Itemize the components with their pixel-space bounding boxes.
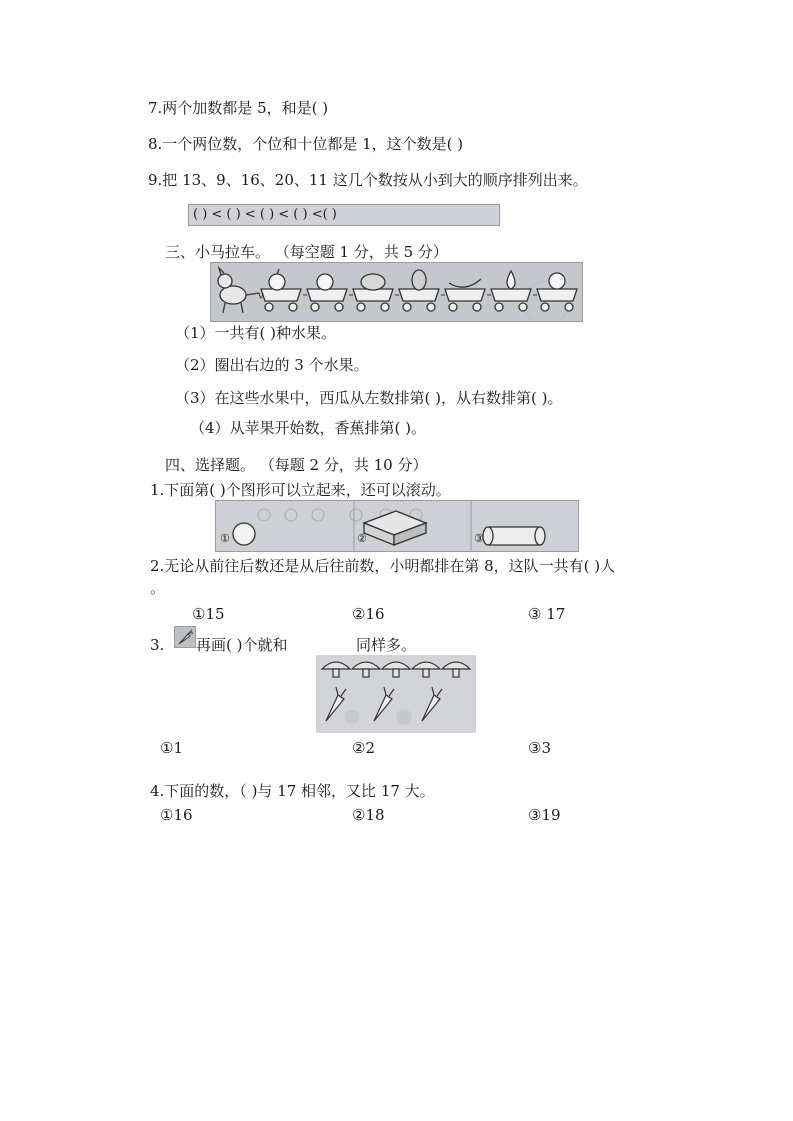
section-3-q1: （1）一共有( )种水果。 <box>175 324 337 342</box>
cart-7 <box>537 273 577 311</box>
mushroom-row <box>322 662 470 677</box>
section-3-title: 三、小马拉车。 （每空题 1 分，共 5 分） <box>165 243 448 261</box>
shape-label-3: ③ <box>474 532 484 545</box>
question-8: 8.一个两位数，个位和十位都是 1，这个数是( ) <box>148 135 464 153</box>
section-4-title: 四、选择题。 （每题 2 分，共 10 分） <box>165 456 428 474</box>
pear-icon <box>507 271 515 289</box>
watermelon-icon <box>361 274 385 290</box>
cart-5 <box>445 279 485 311</box>
q3-option-3[interactable]: ③3 <box>528 739 551 757</box>
section-3-q2: （2）圈出右边的 3 个水果。 <box>175 356 369 374</box>
section-4-q2-line1: 2.无论从前往后数还是从后往前数，小明都排在第 8，这队一共有( )人 <box>150 557 616 575</box>
shapes-drawing <box>216 501 578 551</box>
section-3-q3: （3）在这些水果中，西瓜从左数排第( )，从右数排第( )。 <box>175 389 563 407</box>
shape-label-2: ② <box>357 532 367 545</box>
q3-option-2[interactable]: ②2 <box>352 739 375 757</box>
cuboid-shape <box>364 511 426 545</box>
horse-icon <box>218 268 259 313</box>
ordering-answer-blanks: ( ) < ( ) < ( ) < ( ) <( ) <box>193 207 337 222</box>
carrot-small-image <box>174 626 196 648</box>
section-3-q4: （4）从苹果开始数，香蕉排第( )。 <box>190 419 427 437</box>
horse-cart-image <box>210 262 583 322</box>
cart-4 <box>399 270 439 311</box>
fruit-icon <box>549 273 565 289</box>
cart-6 <box>491 271 531 311</box>
shape-label-1: ① <box>220 532 230 545</box>
carrot-row <box>326 687 442 721</box>
cylinder-shape <box>483 527 545 545</box>
horse-cart-drawing <box>211 263 582 321</box>
pineapple-icon <box>412 270 426 290</box>
cart-1 <box>261 269 301 311</box>
cart-2 <box>307 274 347 311</box>
q2-option-3[interactable]: ③ 17 <box>528 605 566 623</box>
section-4-q2-line2: 。 <box>150 579 166 597</box>
cart-3 <box>353 274 393 311</box>
carrot-icon <box>422 695 440 721</box>
carrot-icon <box>326 695 344 721</box>
section-4-q1: 1.下面第( )个图形可以立起来，还可以滚动。 <box>150 481 451 499</box>
apple-icon <box>269 274 285 290</box>
mushroom-carrot-image <box>316 655 476 733</box>
carrot-icon <box>374 695 392 721</box>
section-4-q3-number: 3. <box>150 636 165 654</box>
q2-option-2[interactable]: ②16 <box>352 605 385 623</box>
sphere-shape <box>233 523 255 545</box>
question-7: 7.两个加数都是 5，和是( ) <box>148 99 329 117</box>
ordering-answer-box <box>188 204 500 226</box>
carrot-icon <box>175 627 195 647</box>
mushroom-icon <box>352 662 380 669</box>
mushroom-carrot-drawing <box>316 655 476 733</box>
q3-option-1[interactable]: ①1 <box>160 739 183 757</box>
section-4-q4: 4.下面的数，（ )与 17 相邻，又比 17 大。 <box>150 782 435 800</box>
mushroom-icon <box>412 662 440 669</box>
shapes-image <box>215 500 579 552</box>
section-4-q3-text-a: 再画( )个就和 <box>196 636 288 654</box>
mushroom-icon <box>382 662 410 669</box>
banana-icon <box>449 279 481 287</box>
section-4-q3-text-b: 同样多。 <box>356 636 417 654</box>
mushroom-icon <box>322 662 350 669</box>
q4-option-2[interactable]: ②18 <box>352 806 385 824</box>
peach-icon <box>317 274 333 290</box>
q4-option-1[interactable]: ①16 <box>160 806 193 824</box>
q4-option-3[interactable]: ③19 <box>528 806 561 824</box>
question-9: 9.把 13、9、16、20、11 这几个数按从小到大的顺序排列出来。 <box>148 171 588 189</box>
mushroom-icon <box>442 662 470 669</box>
q2-option-1[interactable]: ①15 <box>192 605 225 623</box>
